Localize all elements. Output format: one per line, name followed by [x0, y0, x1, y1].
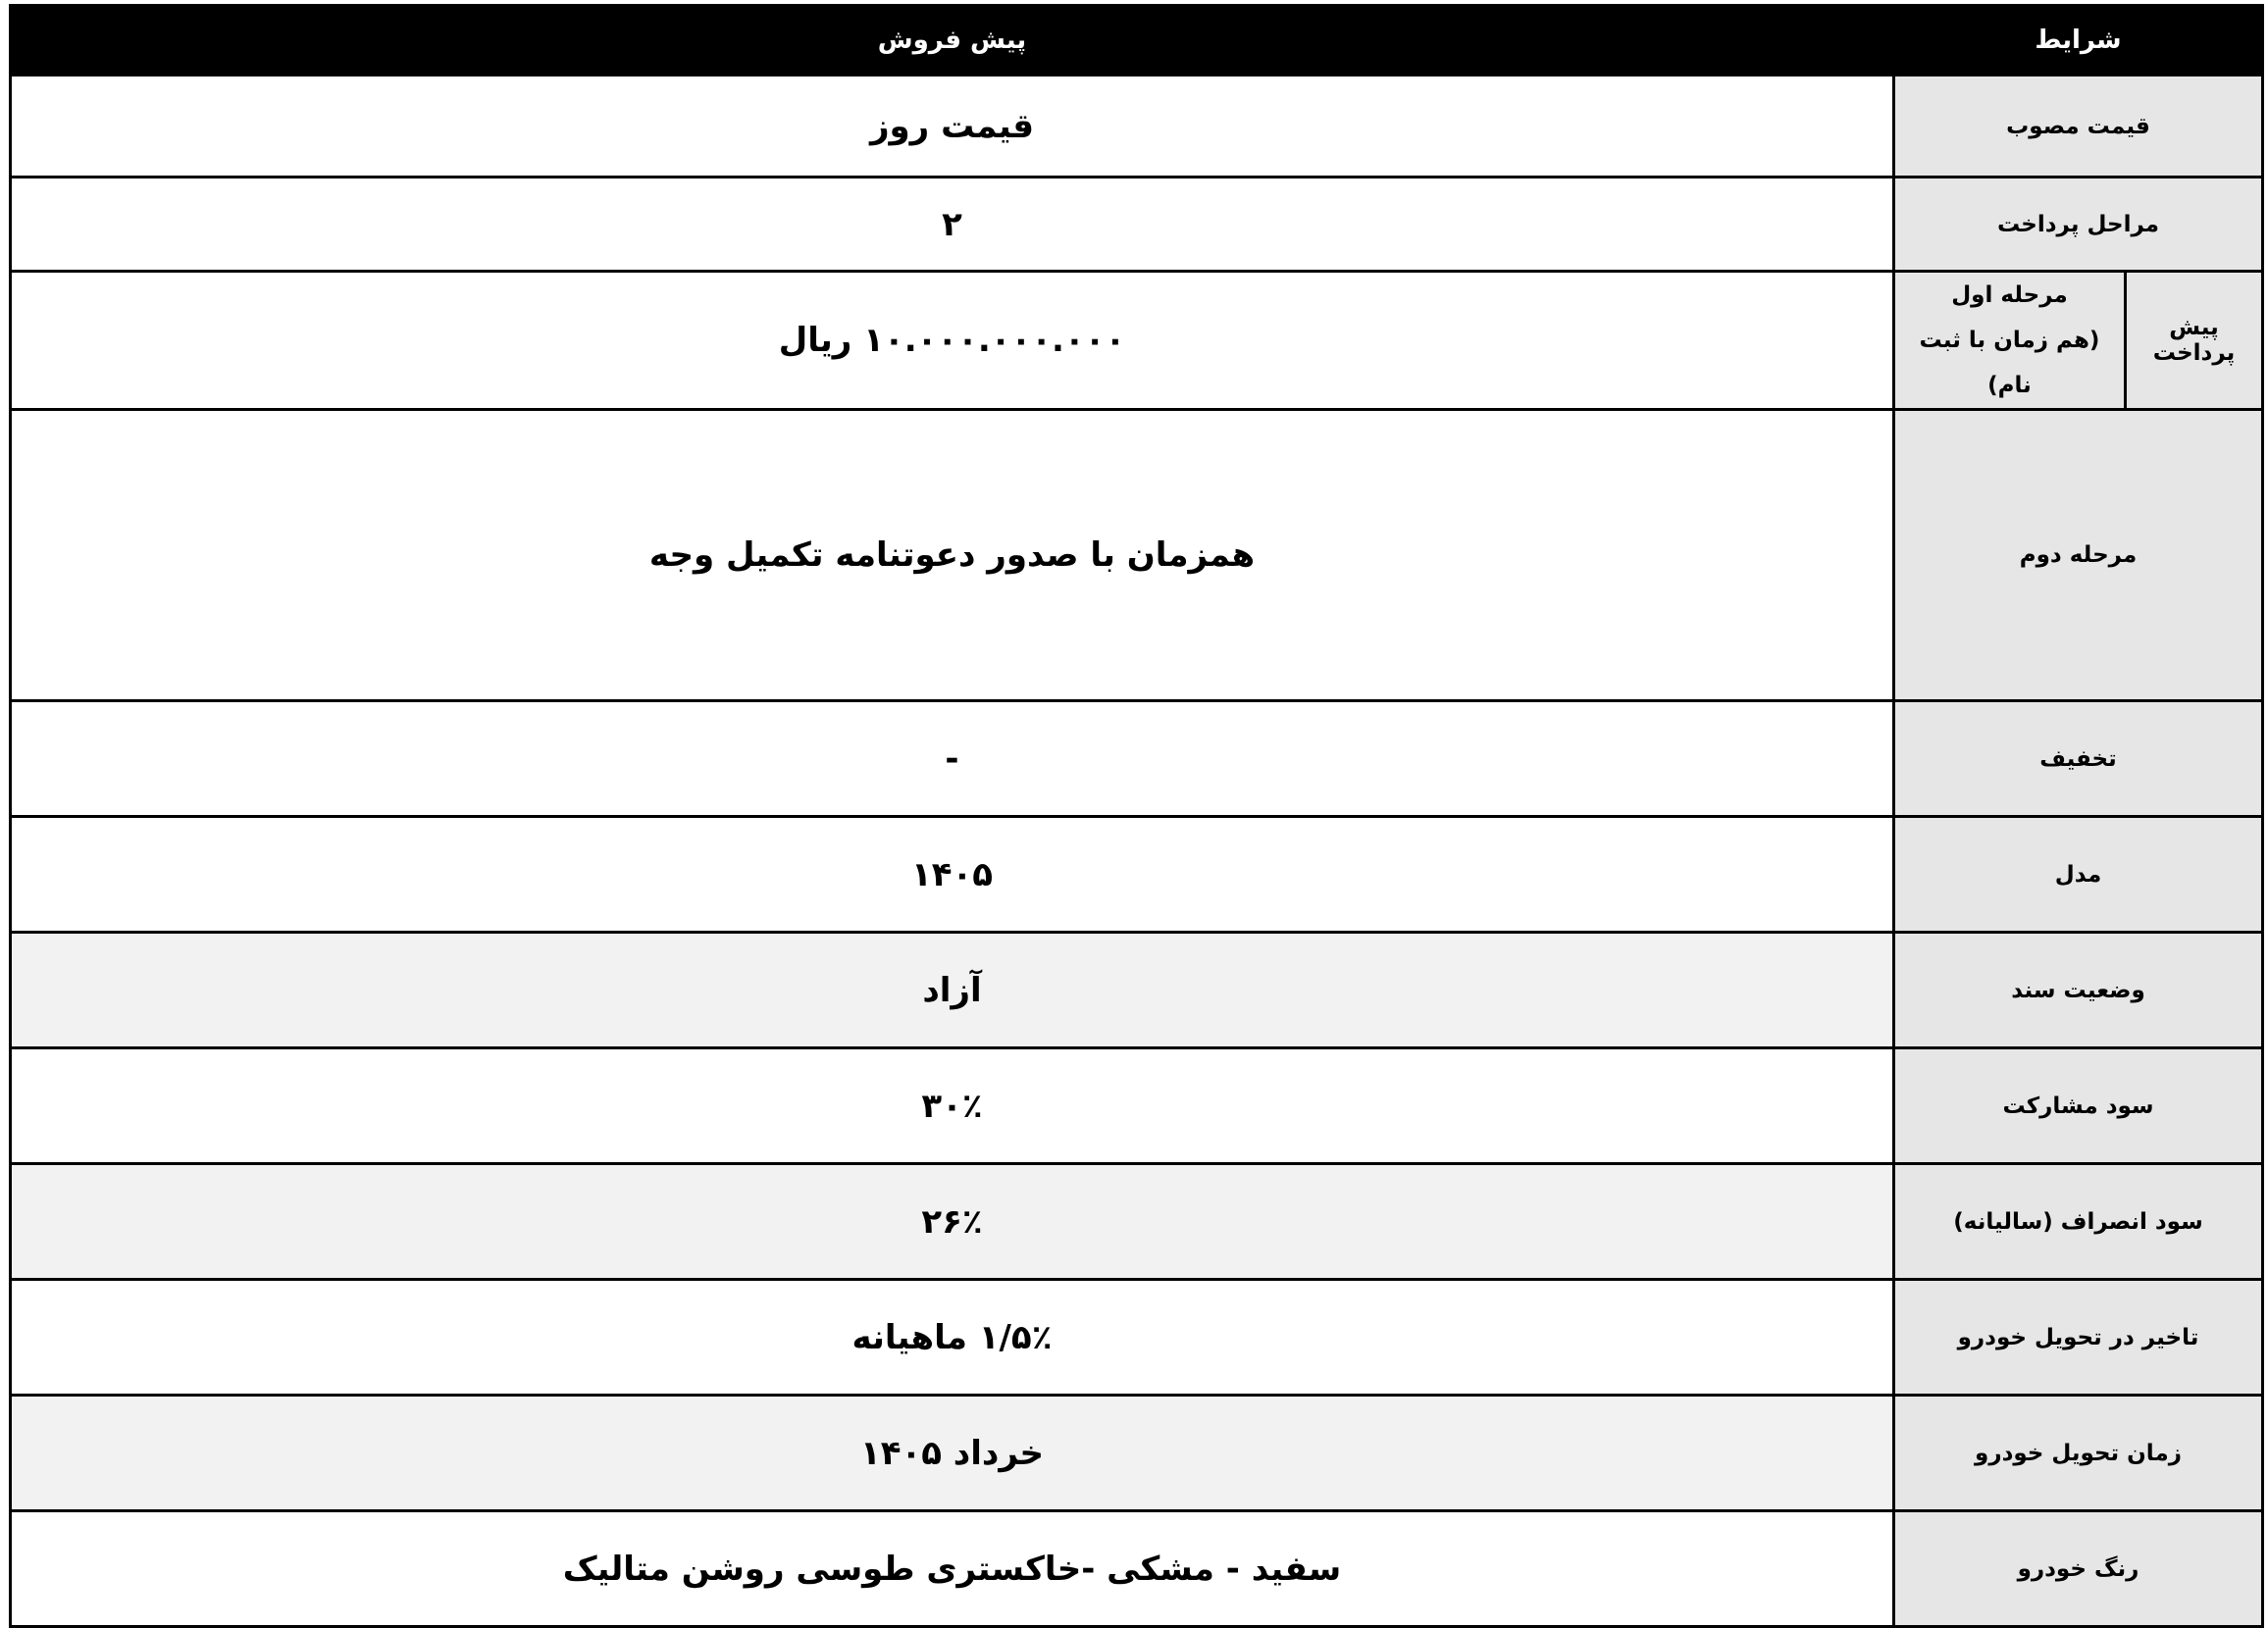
table-row	[10, 701, 2262, 817]
prepayment-group-label: پیش پرداخت	[2126, 272, 2263, 410]
car-color-label: رنگ خودرو	[1893, 1511, 2262, 1627]
model-value: ۱۴۰۵	[10, 817, 1893, 933]
table-row	[10, 817, 2262, 933]
discount-label: تخفیف	[1893, 701, 2262, 817]
conditions-header: شرایط	[1893, 6, 2262, 76]
discount-value: -	[10, 701, 1893, 817]
stage1-label: مرحله اول	[1951, 282, 2068, 308]
document-status-label: وضعیت سند	[1893, 933, 2262, 1048]
model-label: مدل	[1893, 817, 2262, 933]
stage2-label: مرحله دوم	[1893, 410, 2262, 701]
approved-price-label: قیمت مصوب	[1893, 76, 2262, 178]
presale-header: پیش فروش	[10, 6, 1893, 76]
conditions-table	[9, 4, 2264, 1628]
delivery-delay-label: تاخیر در تحویل خودرو	[1893, 1280, 2262, 1396]
stage1-cell	[1893, 272, 2125, 410]
table-row	[10, 178, 2262, 272]
partnership-profit-value: ۳۰٪	[10, 1048, 1893, 1164]
car-color-value: سفید - مشکی -خاکستری طوسی روشن متالیک	[10, 1511, 1893, 1627]
payment-stages-value: ۲	[10, 178, 1893, 272]
partnership-profit-label: سود مشارکت	[1893, 1048, 2262, 1164]
prepayment-value: ۱۰.۰۰۰.۰۰۰.۰۰۰ ریال	[10, 272, 1893, 410]
table-row	[10, 410, 2262, 701]
stage2-value: همزمان با صدور دعوتنامه تکمیل وجه	[10, 410, 1893, 701]
delivery-time-label: زمان تحویل خودرو	[1893, 1396, 2262, 1511]
table-row	[10, 1511, 2262, 1627]
table-row	[10, 933, 2262, 1048]
document-status-value: آزاد	[10, 933, 1893, 1048]
table-header-row	[10, 6, 2262, 76]
delivery-time-value: خرداد ۱۴۰۵	[10, 1396, 1893, 1511]
table-row	[10, 1048, 2262, 1164]
table-row	[10, 1164, 2262, 1280]
cancellation-profit-label: سود انصراف (سالیانه)	[1893, 1164, 2262, 1280]
conditions-sheet	[12, 4, 2264, 1601]
table-row	[10, 1396, 2262, 1511]
delivery-delay-value: ۱/۵٪ ماهیانه	[10, 1280, 1893, 1396]
cancellation-profit-value: ۲۶٪	[10, 1164, 1893, 1280]
payment-stages-label: مراحل پرداخت	[1893, 178, 2262, 272]
table-row	[10, 1280, 2262, 1396]
table-row	[10, 76, 2262, 178]
table-row	[10, 272, 2262, 410]
stage1-note: (هم زمان با ثبت نام)	[1919, 328, 2100, 398]
approved-price-value: قیمت روز	[10, 76, 1893, 178]
